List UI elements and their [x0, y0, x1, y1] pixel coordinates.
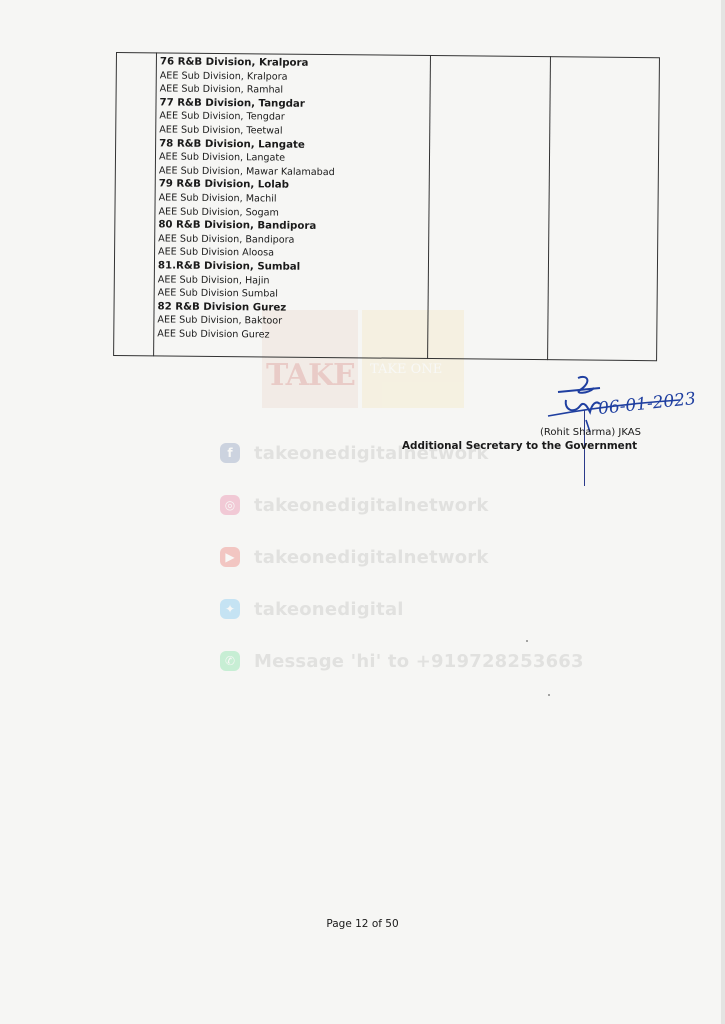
sub-division-item: AEE Sub Division, Machil: [158, 192, 277, 205]
signatory-name: (Rohit Sharma) JKAS: [540, 427, 641, 438]
division-heading: 79 R&B Division, Lolab: [158, 178, 290, 192]
whatsapp-icon: ✆: [220, 651, 240, 671]
sub-division-item: AEE Sub Division, Tengdar: [159, 110, 285, 123]
sub-division-item: AEE Sub Division Sumbal: [157, 287, 279, 300]
division-heading: 81.R&B Division, Sumbal: [157, 260, 301, 273]
divisions-table: [113, 52, 660, 361]
signatory-designation: Additional Secretary to the Government: [402, 440, 638, 452]
sub-division-item: AEE Sub Division, Teetwal: [159, 124, 283, 137]
division-heading: 80 R&B Division, Bandipora: [158, 219, 317, 233]
signature-date: 06-01-2023: [597, 388, 697, 420]
youtube-icon: ▶: [220, 547, 240, 567]
watermark-social-row: [220, 648, 584, 674]
division-heading: 77 R&B Division, Tangdar: [159, 97, 305, 110]
table-cell-divisions: [157, 55, 426, 343]
sub-division-item: AEE Sub Division Gurez: [157, 328, 270, 341]
scan-speck: [548, 694, 550, 696]
division-heading: 82 R&B Division Gurez: [157, 301, 287, 314]
sub-division-item: AEE Sub Division, Hajin: [157, 273, 270, 286]
sub-division-item: AEE Sub Division Aloosa: [158, 246, 275, 259]
watermark-social-handle: takeonedigital: [254, 598, 404, 620]
division-heading: 78 R&B Division, Langate: [159, 137, 305, 151]
watermark-social-handle: Message 'hi' to +919728253663: [254, 650, 584, 672]
facebook-icon: f: [220, 443, 240, 463]
sub-division-item: AEE Sub Division, Sogam: [158, 205, 279, 219]
division-heading: 76 R&B Division, Kralpora: [159, 56, 309, 69]
page-number: Page 12 of 50: [326, 918, 399, 930]
sub-division-item: AEE Sub Division, Ramhal: [159, 83, 284, 96]
watermark-social-handle: takeonedigitalnetwork: [254, 494, 489, 516]
watermark-social-row: [220, 596, 404, 622]
watermark-social-handle: takeonedigitalnetwork: [254, 546, 489, 568]
scan-speck: [526, 640, 528, 642]
sub-division-item: AEE Sub Division, Bandipora: [158, 233, 295, 246]
sub-division-item: AEE Sub Division, Baktoor: [157, 314, 283, 327]
watermark-social-row: [220, 492, 489, 518]
scan-edge: [721, 0, 725, 1024]
sub-division-item: AEE Sub Division, Langate: [158, 151, 286, 164]
sub-division-item: AEE Sub Division, Mawar Kalamabad: [158, 165, 335, 178]
sub-division-item: AEE Sub Division, Kralpora: [159, 70, 288, 83]
watermark-social-row: [220, 544, 489, 570]
instagram-icon: ◎: [220, 495, 240, 515]
watermark-logo-subtext: TAKE ONE: [370, 362, 443, 377]
watermark-logo-text: TAKE: [266, 358, 355, 393]
watermark-social-handle: takeonedigitalnetwork: [254, 442, 489, 464]
twitter-icon: ✦: [220, 599, 240, 619]
